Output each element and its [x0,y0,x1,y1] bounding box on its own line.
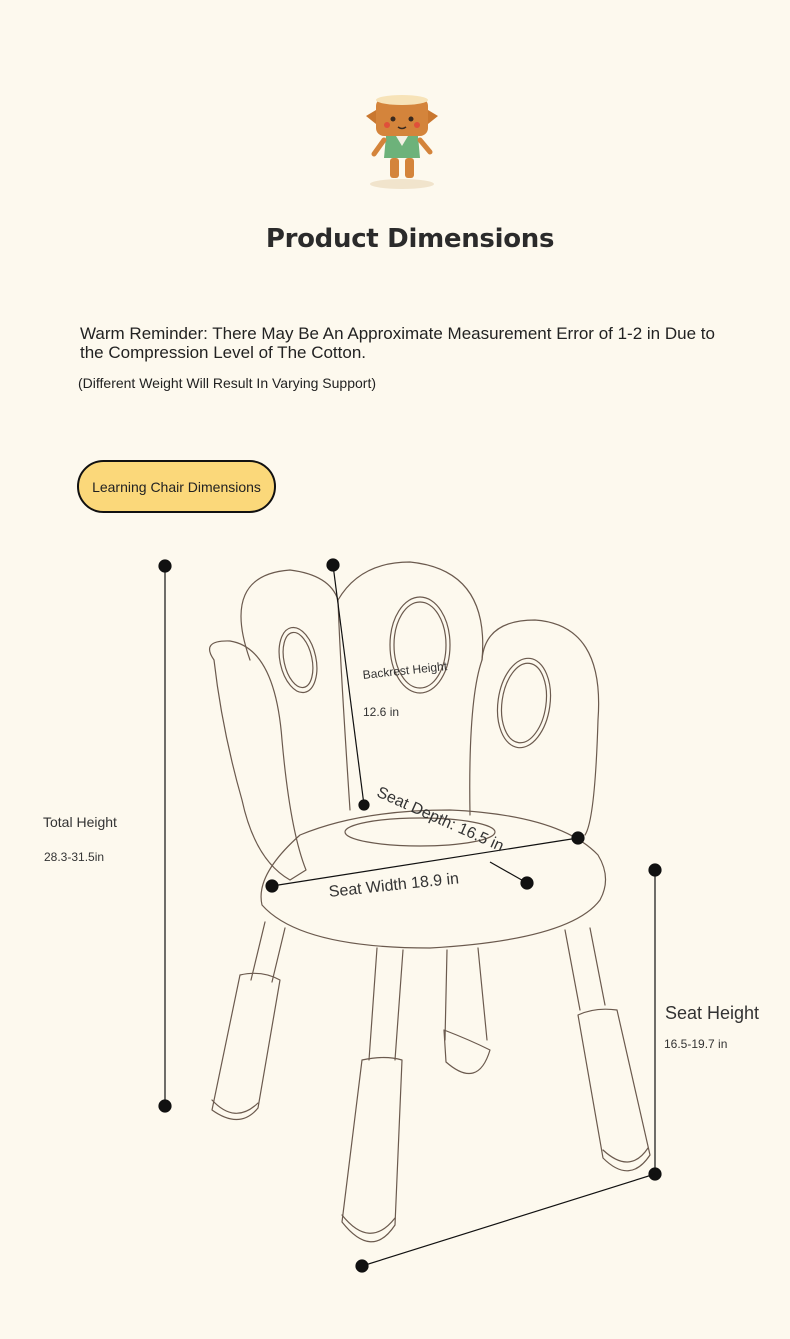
seat-height-label: Seat Height [665,1003,760,1023]
seat-width-label: Seat Width 18.9 in [328,870,460,901]
support-note: (Different Weight Will Result In Varying Support) [78,375,377,391]
page-title: Product Dimensions [265,224,555,254]
seat-height-value: 16.5-19.7 in [664,1037,728,1051]
total-height-label: Total Height [43,814,117,830]
backrest-height-value: 12.6 in [363,705,400,719]
seat-depth-label: Seat Depth: 16.5 in [374,784,507,856]
backrest-height-label: Backrest Height [362,659,448,682]
learning-chair-tab[interactable]: Learning Chair Dimensions [77,460,276,513]
measurement-reminder: Warm Reminder: There May Be An Approximate Measurement Error of 1-2 in Due to the Compression Level of The Cotton. [80,324,715,362]
total-height-value: 28.3-31.5in [44,850,105,864]
